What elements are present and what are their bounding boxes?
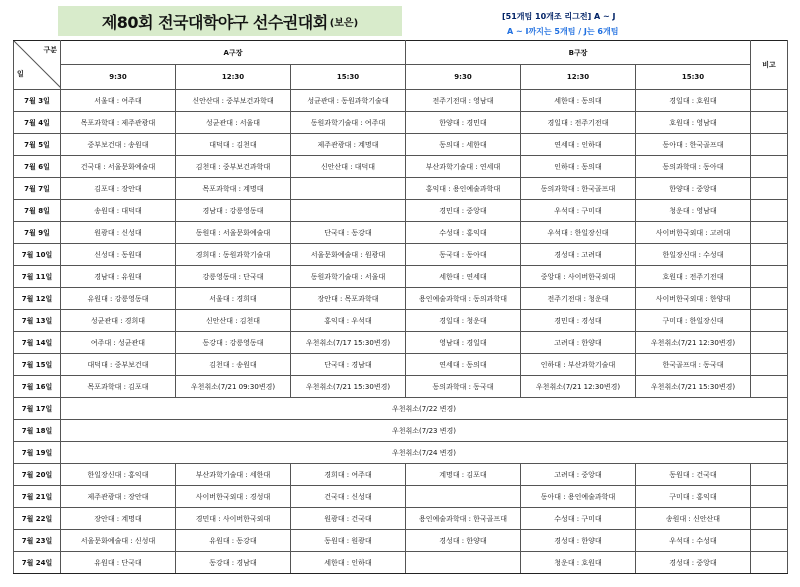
- match-cell: 김천대 : 중부보건과학대: [176, 156, 291, 178]
- match-cell: 동의과학대 : 동아대: [636, 156, 751, 178]
- match-cell: 구미대 : 홍익대: [636, 486, 751, 508]
- match-cell: 부산과학기술대 : 연세대: [406, 156, 521, 178]
- match-cell: 경민대 : 경성대: [521, 310, 636, 332]
- match-cell: 한국골프대 : 동국대: [636, 354, 751, 376]
- date-cell: 7월 23일: [14, 530, 61, 552]
- match-cell: 송원대 : 대덕대: [61, 200, 176, 222]
- remarks-cell: [751, 376, 788, 398]
- date-cell: 7월 11일: [14, 266, 61, 288]
- match-cell: 경성대 : 한양대: [521, 530, 636, 552]
- match-cell: 건국대 : 신성대: [291, 486, 406, 508]
- remarks-cell: [751, 288, 788, 310]
- match-cell: 동원과학기술대 : 여주대: [291, 112, 406, 134]
- remarks-cell: [751, 134, 788, 156]
- match-cell: 유원대 : 강릉영동대: [61, 288, 176, 310]
- match-cell: 유원대 : 동강대: [176, 530, 291, 552]
- date-cell: 7월 22일: [14, 508, 61, 530]
- table-row: [14, 420, 788, 442]
- match-cell: 동의과학대 : 동국대: [406, 376, 521, 398]
- match-cell: 경일대 : 청운대: [406, 310, 521, 332]
- match-cell: 한일장신대 : 수성대: [636, 244, 751, 266]
- date-cell: 7월 4일: [14, 112, 61, 134]
- field-a-header: A구장: [61, 41, 406, 65]
- time-header: 12:30: [521, 65, 636, 90]
- match-cell: 서울문화예술대 : 원광대: [291, 244, 406, 266]
- table-row: [14, 508, 788, 530]
- match-cell: 고려대 : 한양대: [521, 332, 636, 354]
- match-cell: 목포과학대 : 김포대: [61, 376, 176, 398]
- match-cell: 연세대 : 동의대: [406, 354, 521, 376]
- match-cell: 동강대 : 경남대: [176, 552, 291, 574]
- match-cell: 강릉영동대 : 단국대: [176, 266, 291, 288]
- match-cell: 유원대 : 단국대: [61, 552, 176, 574]
- match-cell: 경성대 : 중앙대: [636, 552, 751, 574]
- table-row: [14, 222, 788, 244]
- match-cell: 우천취소(7/17 15:30변경): [291, 332, 406, 354]
- table-row: [14, 178, 788, 200]
- corner-label-category: 구분: [43, 46, 57, 54]
- match-cell: 인하대 : 동의대: [521, 156, 636, 178]
- remarks-cell: [751, 222, 788, 244]
- match-cell: 경성대 : 고려대: [521, 244, 636, 266]
- match-cell: 신안산대 : 김천대: [176, 310, 291, 332]
- table-row: [14, 464, 788, 486]
- match-cell: 단국대 : 경남대: [291, 354, 406, 376]
- match-cell: 동원대 : 건국대: [636, 464, 751, 486]
- match-cell: 송원대 : 신안산대: [636, 508, 751, 530]
- match-cell: 성균관대 : 동원과학기술대: [291, 90, 406, 112]
- remarks-cell: [751, 354, 788, 376]
- match-cell: 호원대 : 영남대: [636, 112, 751, 134]
- match-cell: 수성대 : 구미대: [521, 508, 636, 530]
- date-cell: 7월 9일: [14, 222, 61, 244]
- match-cell: 용인예술과학대 : 동의과학대: [406, 288, 521, 310]
- date-cell: 7월 21일: [14, 486, 61, 508]
- table-row: [14, 332, 788, 354]
- match-cell: 원광대 : 건국대: [291, 508, 406, 530]
- table-row: [14, 354, 788, 376]
- match-cell: 영남대 : 경일대: [406, 332, 521, 354]
- match-cell: 우천취소(7/21 12:30변경): [636, 332, 751, 354]
- match-cell: 사이버한국외대 : 경성대: [176, 486, 291, 508]
- date-cell: 7월 5일: [14, 134, 61, 156]
- match-cell: 장안대 : 계명대: [61, 508, 176, 530]
- remarks-cell: [751, 178, 788, 200]
- match-cell: 동의과학대 : 한국골프대: [521, 178, 636, 200]
- league-note: [51개팀 10개조 리그전] A ~ J: [502, 12, 616, 21]
- match-cell: 사이버한국외대 : 한양대: [636, 288, 751, 310]
- match-cell: 부산과학기술대 : 세한대: [176, 464, 291, 486]
- remarks-cell: [751, 112, 788, 134]
- match-cell: 고려대 : 중앙대: [521, 464, 636, 486]
- table-row: [14, 486, 788, 508]
- remarks-cell: [751, 508, 788, 530]
- remarks-cell: [751, 156, 788, 178]
- match-cell: 대덕대 : 중부보건대: [61, 354, 176, 376]
- remarks-cell: [751, 530, 788, 552]
- match-cell: 서울문화예술대 : 신성대: [61, 530, 176, 552]
- match-cell: 동국대 : 동아대: [406, 244, 521, 266]
- match-cell: 연세대 : 인하대: [521, 134, 636, 156]
- table-row: [14, 156, 788, 178]
- group-note: A ~ I까지는 5개팀 / J는 6개팀: [507, 27, 619, 36]
- date-cell: 7월 12일: [14, 288, 61, 310]
- match-cell: [291, 178, 406, 200]
- remarks-cell: [751, 200, 788, 222]
- remarks-cell: [751, 552, 788, 574]
- date-cell: 7월 13일: [14, 310, 61, 332]
- match-cell: 신성대 : 동원대: [61, 244, 176, 266]
- header-row-fields: [14, 41, 788, 65]
- table-row: [14, 552, 788, 574]
- match-cell: 구미대 : 한일장신대: [636, 310, 751, 332]
- match-cell: 경희대 : 동원과학기술대: [176, 244, 291, 266]
- table-row: [14, 134, 788, 156]
- table-row: [14, 376, 788, 398]
- table-row: [14, 244, 788, 266]
- match-cell: 동원과학기술대 : 서울대: [291, 266, 406, 288]
- remarks-cell: [751, 266, 788, 288]
- match-cell: 제주관광대 : 계명대: [291, 134, 406, 156]
- match-cell: 원광대 : 신성대: [61, 222, 176, 244]
- match-cell: 우석대 : 한일장신대: [521, 222, 636, 244]
- match-cell: 단국대 : 동강대: [291, 222, 406, 244]
- date-cell: 7월 19일: [14, 442, 61, 464]
- match-cell: 용인예술과학대 : 한국골프대: [406, 508, 521, 530]
- match-cell: [406, 486, 521, 508]
- match-cell: 우석대 : 구미대: [521, 200, 636, 222]
- match-cell: 경남대 : 강릉영동대: [176, 200, 291, 222]
- match-cell: 동강대 : 강릉영동대: [176, 332, 291, 354]
- corner-label-day: 일: [17, 70, 24, 78]
- match-cell: 한일장신대 : 홍익대: [61, 464, 176, 486]
- table-row: [14, 112, 788, 134]
- header-row-times: [14, 65, 788, 90]
- title-banner: [58, 6, 402, 36]
- date-cell: 7월 16일: [14, 376, 61, 398]
- date-cell: 7월 10일: [14, 244, 61, 266]
- table-row: [14, 442, 788, 464]
- date-cell: 7월 3일: [14, 90, 61, 112]
- match-cell: 경일대 : 호원대: [636, 90, 751, 112]
- match-cell: 우석대 : 수성대: [636, 530, 751, 552]
- match-cell: 청운대 : 호원대: [521, 552, 636, 574]
- match-cell: 경남대 : 유원대: [61, 266, 176, 288]
- match-cell: 여주대 : 성균관대: [61, 332, 176, 354]
- table-row: [14, 310, 788, 332]
- match-cell: 동원대 : 원광대: [291, 530, 406, 552]
- time-header: 15:30: [636, 65, 751, 90]
- match-cell: 우천취소(7/21 15:30변경): [291, 376, 406, 398]
- match-cell: 제주관광대 : 장안대: [61, 486, 176, 508]
- field-b-header: B구장: [406, 41, 751, 65]
- match-cell: 목포과학대 : 제주관광대: [61, 112, 176, 134]
- match-cell: 대덕대 : 김천대: [176, 134, 291, 156]
- match-cell: 경희대 : 여주대: [291, 464, 406, 486]
- match-cell: 우천취소(7/21 12:30변경): [521, 376, 636, 398]
- match-cell: 동의대 : 세한대: [406, 134, 521, 156]
- match-cell: 경민대 : 중앙대: [406, 200, 521, 222]
- date-cell: 7월 17일: [14, 398, 61, 420]
- match-cell: 경일대 : 전주기전대: [521, 112, 636, 134]
- match-cell: 성균관대 : 경희대: [61, 310, 176, 332]
- match-cell: [406, 552, 521, 574]
- remarks-cell: [751, 464, 788, 486]
- match-cell: 김포대 : 장안대: [61, 178, 176, 200]
- remarks-header: 비고: [751, 41, 788, 90]
- schedule-table: [13, 40, 788, 574]
- date-cell: 7월 18일: [14, 420, 61, 442]
- match-cell: 경성대 : 한양대: [406, 530, 521, 552]
- rain-cancel-cell: 우천취소(7/24 변경): [61, 442, 788, 464]
- match-cell: 전주기전대 : 영남대: [406, 90, 521, 112]
- table-row: [14, 200, 788, 222]
- match-cell: 김천대 : 송원대: [176, 354, 291, 376]
- time-header: 12:30: [176, 65, 291, 90]
- match-cell: 인하대 : 부산과학기술대: [521, 354, 636, 376]
- match-cell: 신안산대 : 중부보건과학대: [176, 90, 291, 112]
- date-cell: 7월 7일: [14, 178, 61, 200]
- match-cell: 전주기전대 : 청운대: [521, 288, 636, 310]
- match-cell: 홍익대 : 용인예술과학대: [406, 178, 521, 200]
- match-cell: [291, 200, 406, 222]
- rain-cancel-cell: 우천취소(7/22 변경): [61, 398, 788, 420]
- match-cell: 청운대 : 영남대: [636, 200, 751, 222]
- match-cell: 중앙대 : 사이버한국외대: [521, 266, 636, 288]
- match-cell: 건국대 : 서울문화예술대: [61, 156, 176, 178]
- date-cell: 7월 24일: [14, 552, 61, 574]
- remarks-cell: [751, 332, 788, 354]
- match-cell: 세한대 : 동의대: [521, 90, 636, 112]
- match-cell: 세한대 : 연세대: [406, 266, 521, 288]
- table-row: [14, 266, 788, 288]
- table-row: [14, 90, 788, 112]
- match-cell: 신안산대 : 대덕대: [291, 156, 406, 178]
- match-cell: 성균관대 : 서울대: [176, 112, 291, 134]
- match-cell: 홍익대 : 우석대: [291, 310, 406, 332]
- page-title-suffix: (보은): [329, 17, 359, 29]
- date-cell: 7월 8일: [14, 200, 61, 222]
- match-cell: 우천취소(7/21 09:30변경): [176, 376, 291, 398]
- rain-cancel-cell: 우천취소(7/23 변경): [61, 420, 788, 442]
- remarks-cell: [751, 310, 788, 332]
- date-cell: 7월 14일: [14, 332, 61, 354]
- date-cell: 7월 6일: [14, 156, 61, 178]
- match-cell: 한양대 : 경민대: [406, 112, 521, 134]
- match-cell: 계명대 : 김포대: [406, 464, 521, 486]
- corner-header: [14, 41, 61, 90]
- remarks-cell: [751, 90, 788, 112]
- match-cell: 동아대 : 한국골프대: [636, 134, 751, 156]
- match-cell: 동아대 : 용인예술과학대: [521, 486, 636, 508]
- match-cell: 사이버한국외대 : 고려대: [636, 222, 751, 244]
- date-cell: 7월 20일: [14, 464, 61, 486]
- match-cell: 한양대 : 중앙대: [636, 178, 751, 200]
- match-cell: 서울대 : 경희대: [176, 288, 291, 310]
- match-cell: 수성대 : 홍익대: [406, 222, 521, 244]
- time-header: 9:30: [406, 65, 521, 90]
- page-title: 제80회 전국대학야구 선수권대회: [101, 12, 328, 32]
- date-cell: 7월 15일: [14, 354, 61, 376]
- match-cell: 경민대 : 사이버한국외대: [176, 508, 291, 530]
- match-cell: 중부보건대 : 송원대: [61, 134, 176, 156]
- match-cell: 장안대 : 목포과학대: [291, 288, 406, 310]
- match-cell: 우천취소(7/21 15:30변경): [636, 376, 751, 398]
- table-row: [14, 398, 788, 420]
- match-cell: 동원대 : 서울문화예술대: [176, 222, 291, 244]
- remarks-cell: [751, 244, 788, 266]
- match-cell: 서울대 : 여주대: [61, 90, 176, 112]
- match-cell: 호원대 : 전주기전대: [636, 266, 751, 288]
- match-cell: 세한대 : 인하대: [291, 552, 406, 574]
- remarks-cell: [751, 486, 788, 508]
- match-cell: 목포과학대 : 계명대: [176, 178, 291, 200]
- time-header: 15:30: [291, 65, 406, 90]
- time-header: 9:30: [61, 65, 176, 90]
- table-row: [14, 288, 788, 310]
- table-row: [14, 530, 788, 552]
